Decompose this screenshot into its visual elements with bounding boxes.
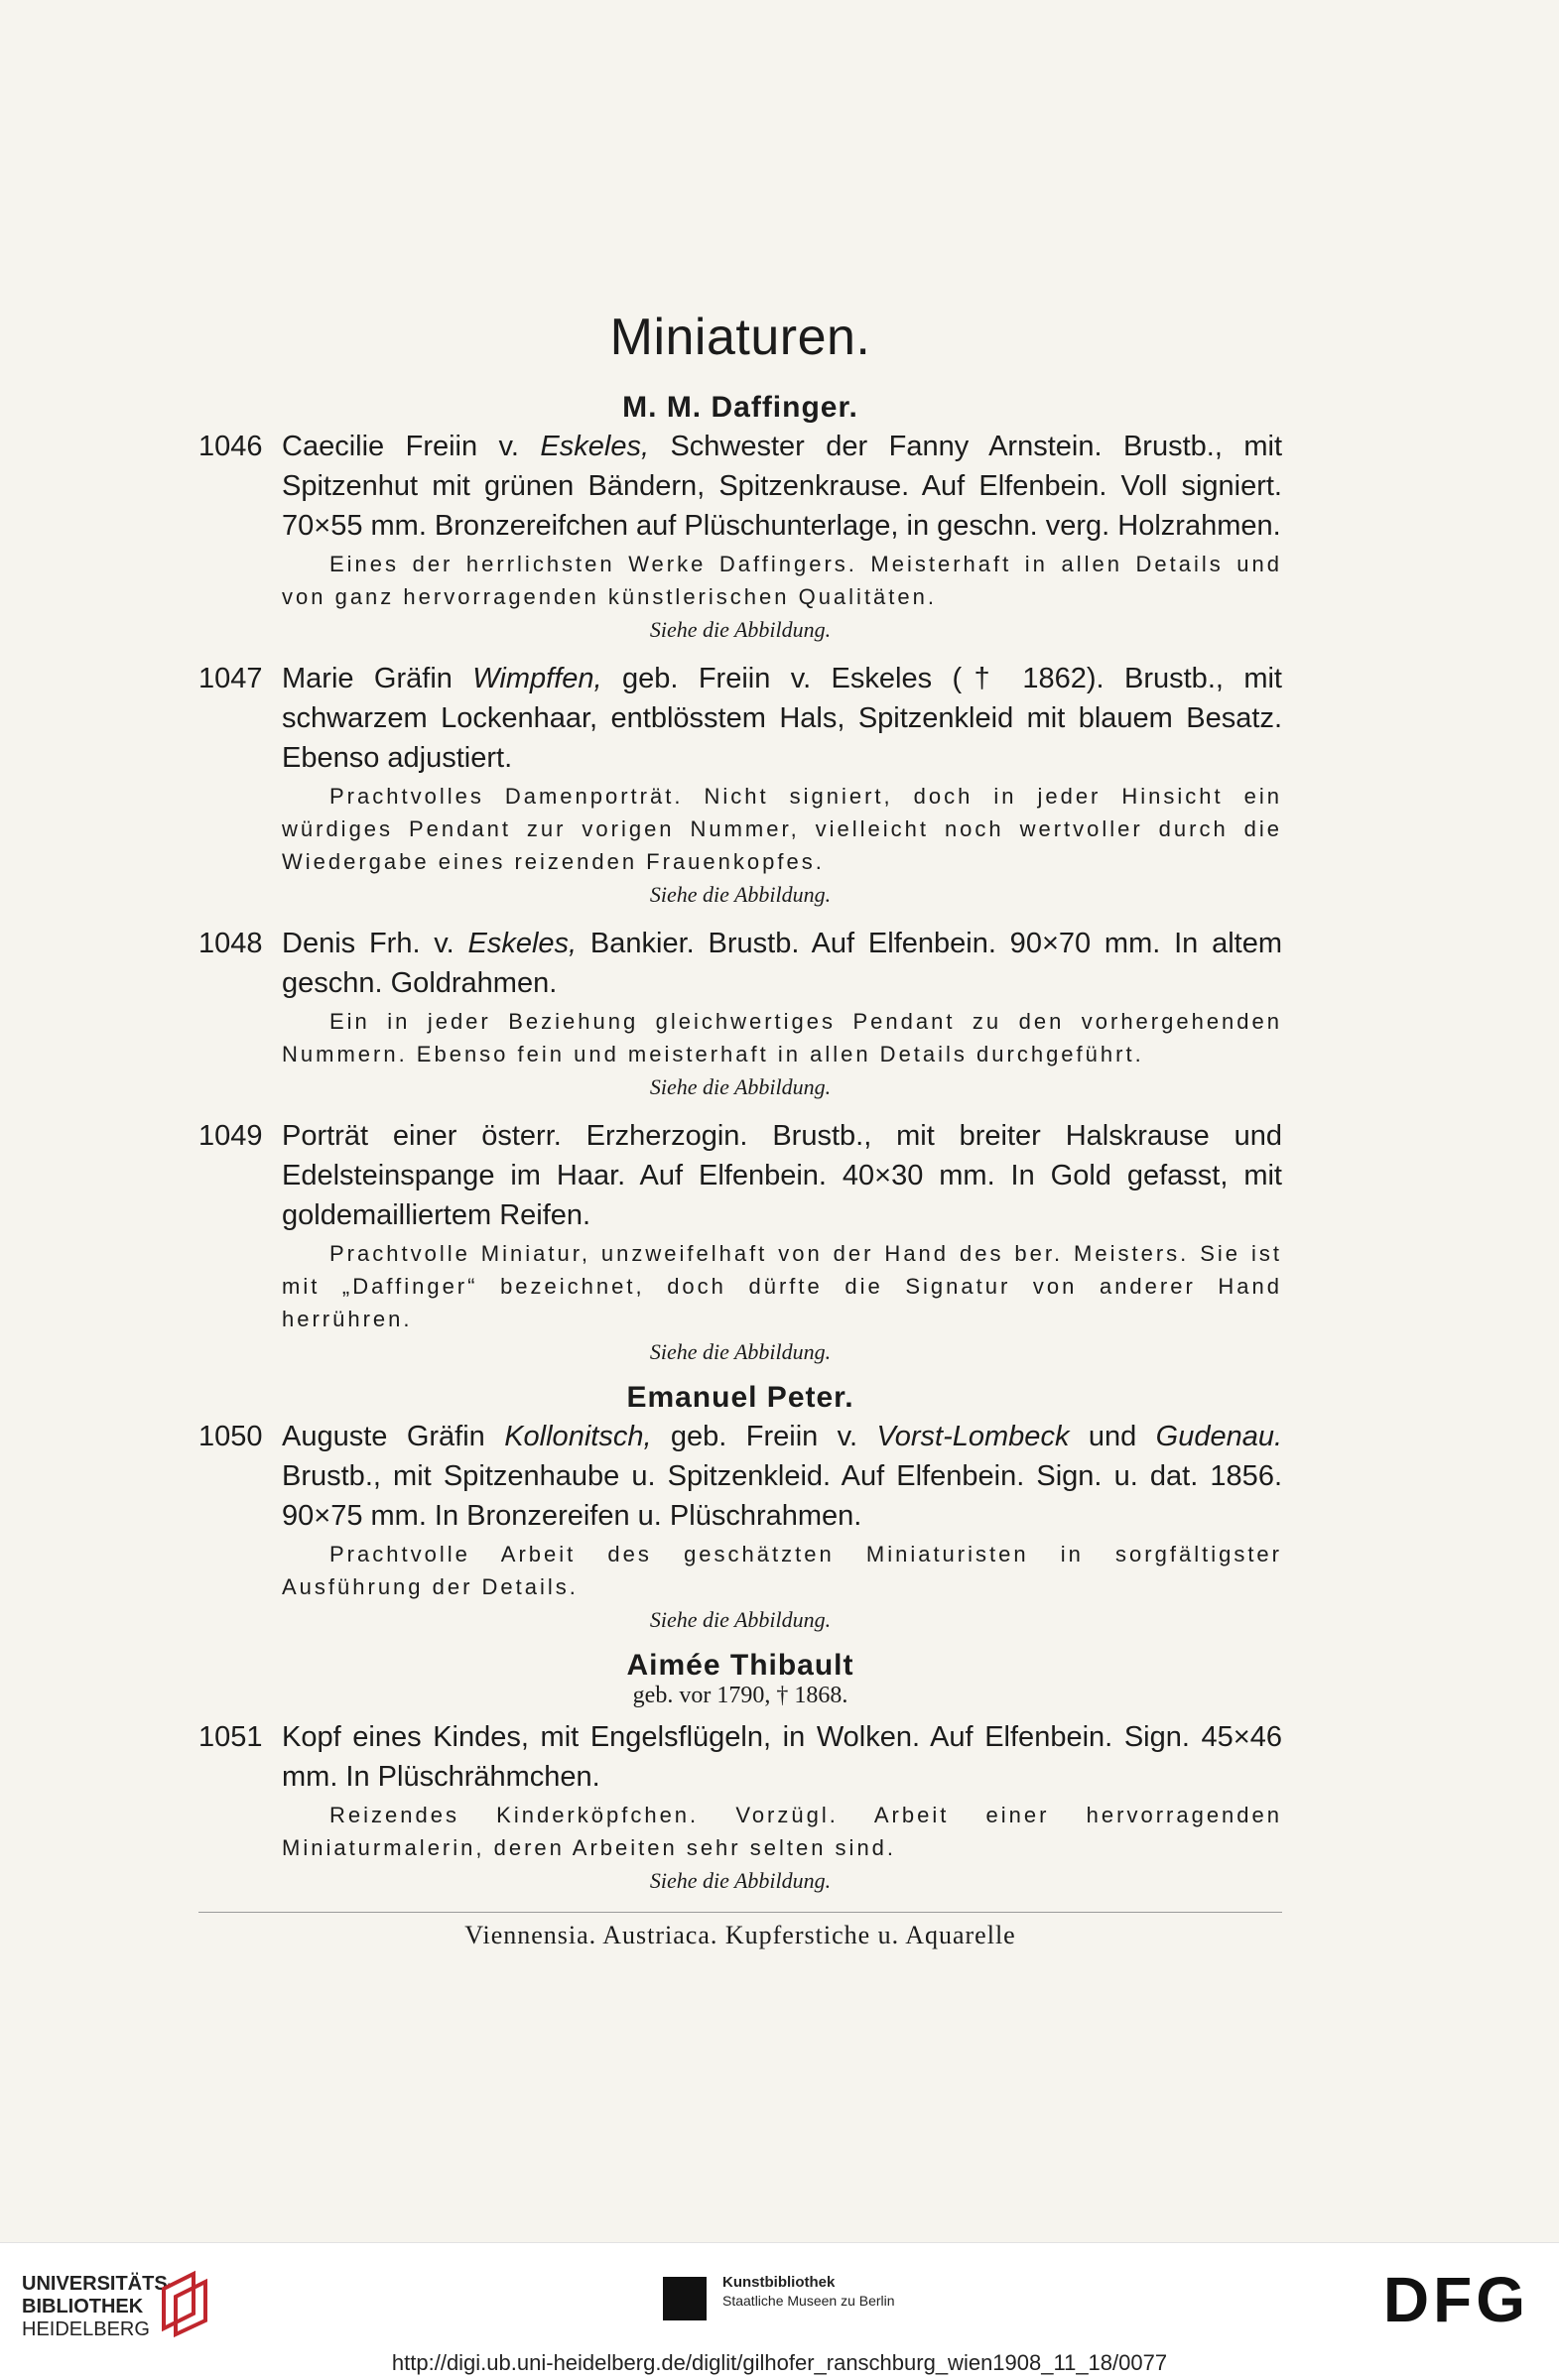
entry-text: und	[1069, 1421, 1156, 1452]
family-name: Vorst-Lombeck	[876, 1421, 1070, 1452]
dfg-logo[interactable]: DFG	[1382, 2264, 1529, 2335]
artist-dates: geb. vor 1790, † 1868.	[632, 1683, 848, 1708]
entry-text: Schwester der Fanny Arnstein. Brustb., mit Spitzenhut mit grünen Bändern, Spitzenkrause. Auf Elfenbein. Voll signiert. 70×55 mm. Bronzereifchen auf Plüschunterlage, in geschn. verg. Holzrahmen.	[282, 431, 1282, 542]
entry-number: 1046	[198, 431, 263, 462]
catalog-entry	[198, 427, 1282, 613]
entry-number: 1049	[198, 1120, 263, 1152]
catalog-entry	[198, 1116, 1282, 1335]
entry-note: Reizendes Kinderköpfchen. Vorzügl. Arbeit einer hervorragenden Miniaturmalerin, deren Arbeiten sehr selten sind.	[282, 1803, 1282, 1860]
entry-number: 1050	[198, 1421, 263, 1452]
see-illustration: Siehe die Abbildung.	[649, 617, 832, 642]
entry-note: Prachtvolle Miniatur, unzweifelhaft von der Hand des ber. Meisters. Sie ist mit „Daffinger“ bezeichnet, doch dürfte die Signatur von anderer Hand herrühren.	[282, 1241, 1282, 1331]
entry-number: 1048	[198, 928, 263, 959]
logo-line: BIBLIOTHEK	[22, 2296, 144, 2317]
entry-text: Brustb., mit Spitzenhaube u. Spitzenkleid. Auf Elfenbein. Sign. u. dat. 1856. 90×75 mm. In Bronzereifen u. Plüschrahmen.	[282, 1460, 1282, 1532]
catalog-page	[198, 308, 1282, 1950]
kunstbibliothek-icon	[663, 2277, 707, 2320]
entry-text: Denis Frh. v.	[282, 928, 468, 959]
entry-text: Bankier. Brustb. Auf Elfenbein. 90×70 mm. In altem geschn. Goldrahmen.	[282, 928, 1283, 999]
entry-note: Prachtvolle Arbeit des geschätzten Miniaturisten in sorgfältigster Ausführung der Details.	[282, 1542, 1282, 1599]
family-name: Gudenau.	[1155, 1421, 1283, 1452]
viewer-footer-bar	[0, 2242, 1559, 2380]
entry-number: 1047	[198, 663, 263, 694]
catalog-entry	[198, 1717, 1282, 1864]
entry-text: Kopf eines Kindes, mit Engelsflügeln, in Wolken. Auf Elfenbein. Sign. 45×46 mm. In Plüschrähmchen.	[282, 1721, 1282, 1793]
entry-note: Ein in jeder Beziehung gleichwertiges Pendant zu den vorhergehenden Nummern. Ebenso fein und meisterhaft in allen Details durchgeführt.	[282, 1009, 1282, 1066]
sitter-name: Eskeles,	[540, 431, 650, 462]
university-seal-icon	[154, 2269, 213, 2338]
sitter-name: Kollonitsch,	[504, 1421, 652, 1452]
entry-text: geb. Freiin v.	[651, 1421, 877, 1452]
entry-note: Prachtvolles Damenporträt. Nicht signiert, doch in jeder Hinsicht ein würdiges Pendant zur vorigen Nummer, vielleicht noch wertvoller durch die Wiedergabe eines reizenden Frauenkopfes.	[282, 784, 1282, 874]
see-illustration: Siehe die Abbildung.	[649, 1074, 832, 1099]
entry-text: Porträt einer österr. Erzherzogin. Brustb., mit breiter Halskrause und Edelsteinspange im Haar. Auf Elfenbein. 40×30 mm. In Gold gefasst, mit goldemailliertem Reifen.	[282, 1120, 1282, 1231]
logo-line: HEIDELBERG	[22, 2318, 150, 2340]
entry-text: Auguste Gräfin	[282, 1421, 505, 1452]
see-illustration: Siehe die Abbildung.	[649, 1339, 832, 1364]
logo-line: Staatliche Museen zu Berlin	[722, 2293, 895, 2309]
catalog-entry	[198, 924, 1282, 1070]
entry-text: Caecilie Freiin v.	[282, 431, 541, 462]
see-illustration: Siehe die Abbildung.	[649, 1868, 832, 1893]
catalog-entry	[198, 1417, 1282, 1603]
logo-line: Kunstbibliothek	[722, 2274, 836, 2291]
entry-note: Eines der herrlichsten Werke Daffingers. Meisterhaft in allen Details und von ganz hervorragenden künstlerischen Qualitäten.	[282, 552, 1282, 609]
logo-line: UNIVERSITÄTS-	[22, 2273, 175, 2295]
artist-heading: Emanuel Peter.	[626, 1381, 854, 1414]
sitter-name: Wimpffen,	[472, 663, 602, 694]
page-url-link[interactable]: http://digi.ub.uni-heidelberg.de/diglit/gilhofer_ranschburg_wien1908_11_18/0077	[391, 2350, 1168, 2375]
see-illustration: Siehe die Abbildung.	[649, 1607, 832, 1632]
running-footer: Viennensia. Austriaca. Kupferstiche u. Aquarelle	[464, 1921, 1016, 1949]
catalog-entry	[198, 659, 1282, 878]
page-title: Miniaturen.	[609, 309, 871, 366]
artist-heading: M. M. Daffinger.	[622, 391, 858, 424]
artist-heading: Aimée Thibault	[626, 1649, 854, 1682]
sitter-name: Eskeles,	[467, 928, 578, 959]
entry-text: geb. Freiin v. Eskeles († 1862). Brustb., mit schwarzem Lockenhaar, entblösstem Hals, Spitzenkleid mit blauem Besatz. Ebenso adjustiert.	[282, 663, 1282, 774]
see-illustration: Siehe die Abbildung.	[649, 882, 832, 907]
entry-text: Marie Gräfin	[282, 663, 473, 694]
university-library-logo[interactable]	[22, 2273, 174, 2341]
footer-rule	[198, 1912, 1282, 1913]
kunstbibliothek-logo[interactable]	[722, 2273, 895, 2311]
entry-number: 1051	[198, 1721, 263, 1753]
